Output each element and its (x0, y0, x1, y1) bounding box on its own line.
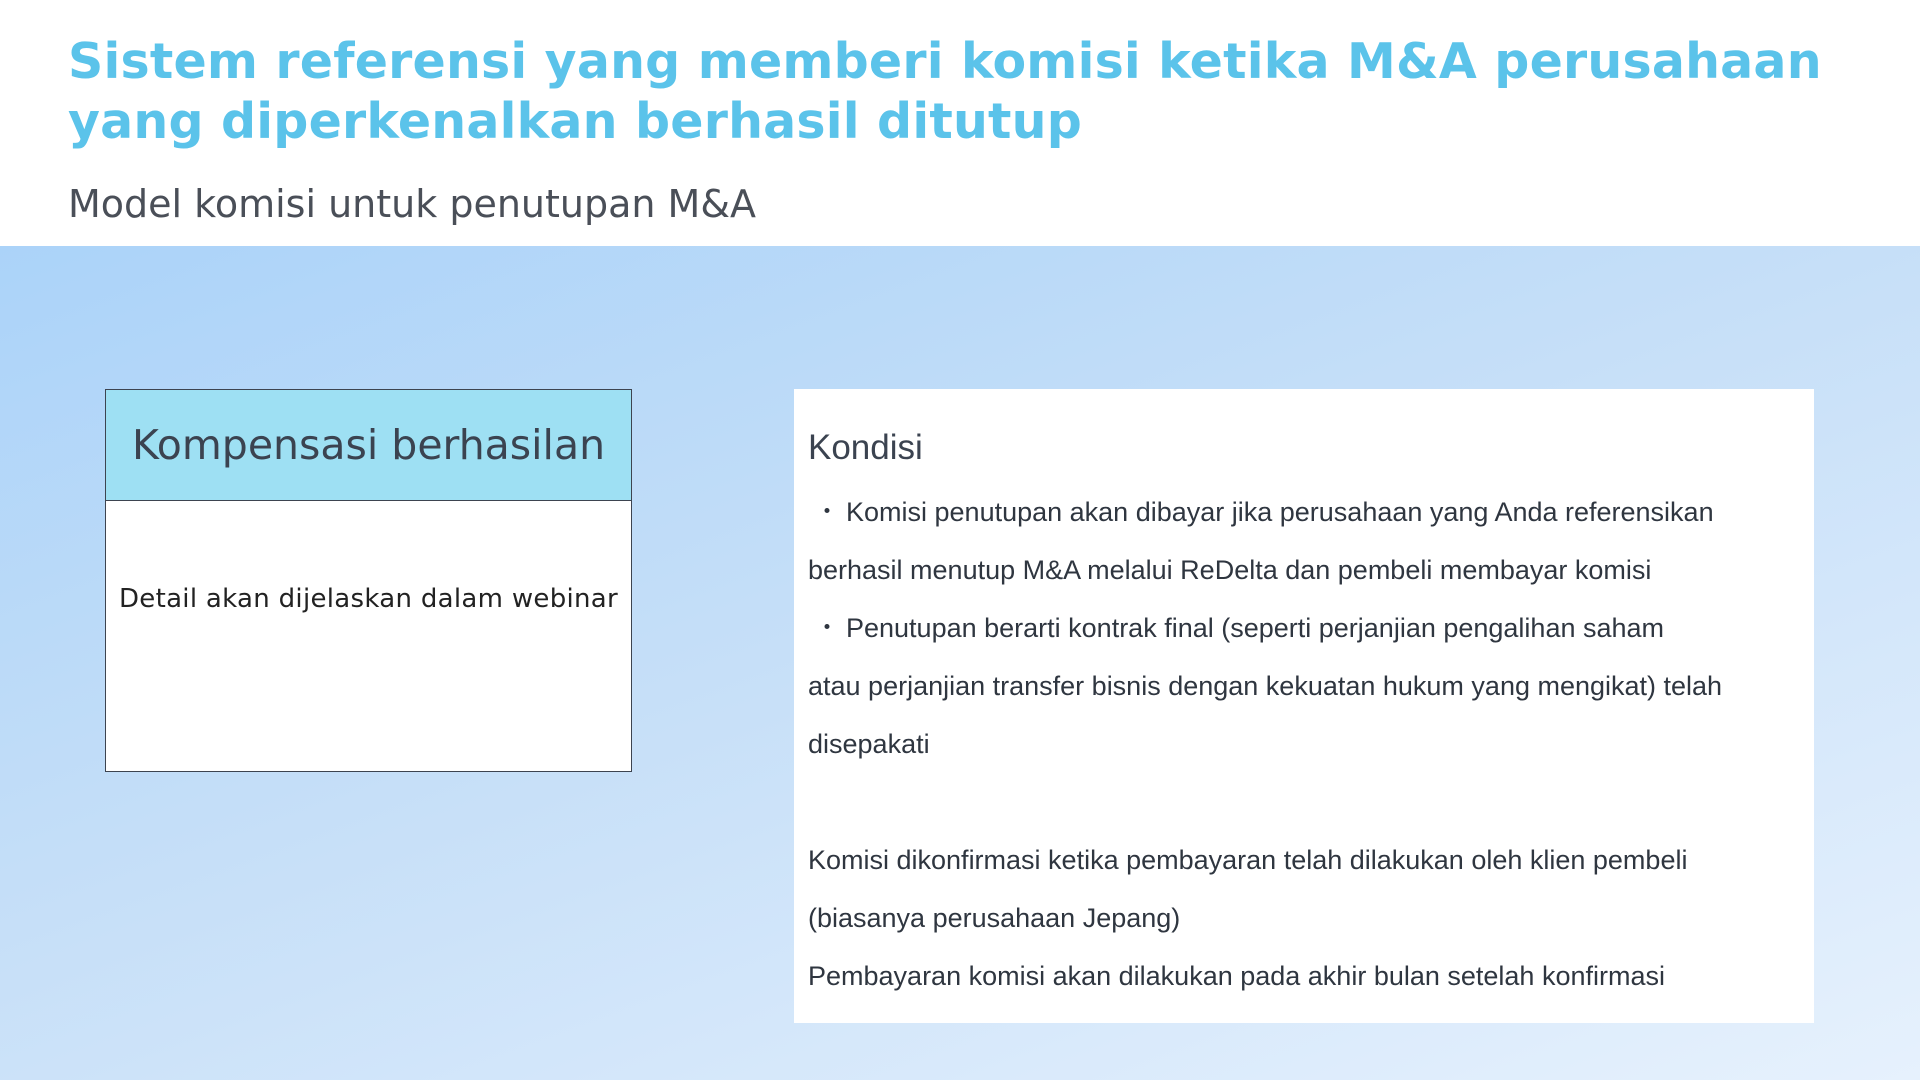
compensation-box (105, 389, 632, 772)
condition-line: ・ Komisi penutupan akan dibayar jika perusahaan yang Anda referensikan (808, 483, 1808, 541)
slide-header (0, 0, 1920, 246)
bullet-marker: ・ (813, 497, 841, 527)
bullet-marker: ・ (813, 613, 841, 643)
conditions-panel (794, 389, 1814, 1023)
slide-content-area (0, 246, 1920, 1080)
slide-title: Sistem referensi yang memberi komisi ketika M&A perusahaan yang diperkenalkan berhasil ditutup (68, 33, 1822, 150)
condition-line: Komisi dikonfirmasi ketika pembayaran telah dilakukan oleh klien pembeli (808, 845, 1688, 875)
compensation-detail-text: Detail akan dijelaskan dalam webinar (118, 584, 619, 614)
condition-line: berhasil menutup M&A melalui ReDelta dan pembeli membayar komisi (808, 555, 1652, 585)
condition-line: atau perjanjian transfer bisnis dengan kekuatan hukum yang mengikat) telah (808, 671, 1723, 701)
compensation-title: Kompensasi berhasilan (131, 421, 606, 469)
slide-subtitle: Model komisi untuk penutupan M&A (68, 182, 756, 226)
conditions-heading: Kondisi (808, 428, 923, 467)
condition-line: Pembayaran komisi akan dilakukan pada akhir bulan setelah konfirmasi (808, 961, 1665, 991)
condition-line: ・ Penutupan berarti kontrak final (seperti perjanjian pengalihan saham (808, 599, 1808, 657)
condition-line: (biasanya perusahaan Jepang) (808, 903, 1181, 933)
conditions-text (808, 483, 1808, 1005)
condition-line: disepakati (808, 729, 930, 759)
compensation-box-header (106, 390, 631, 501)
